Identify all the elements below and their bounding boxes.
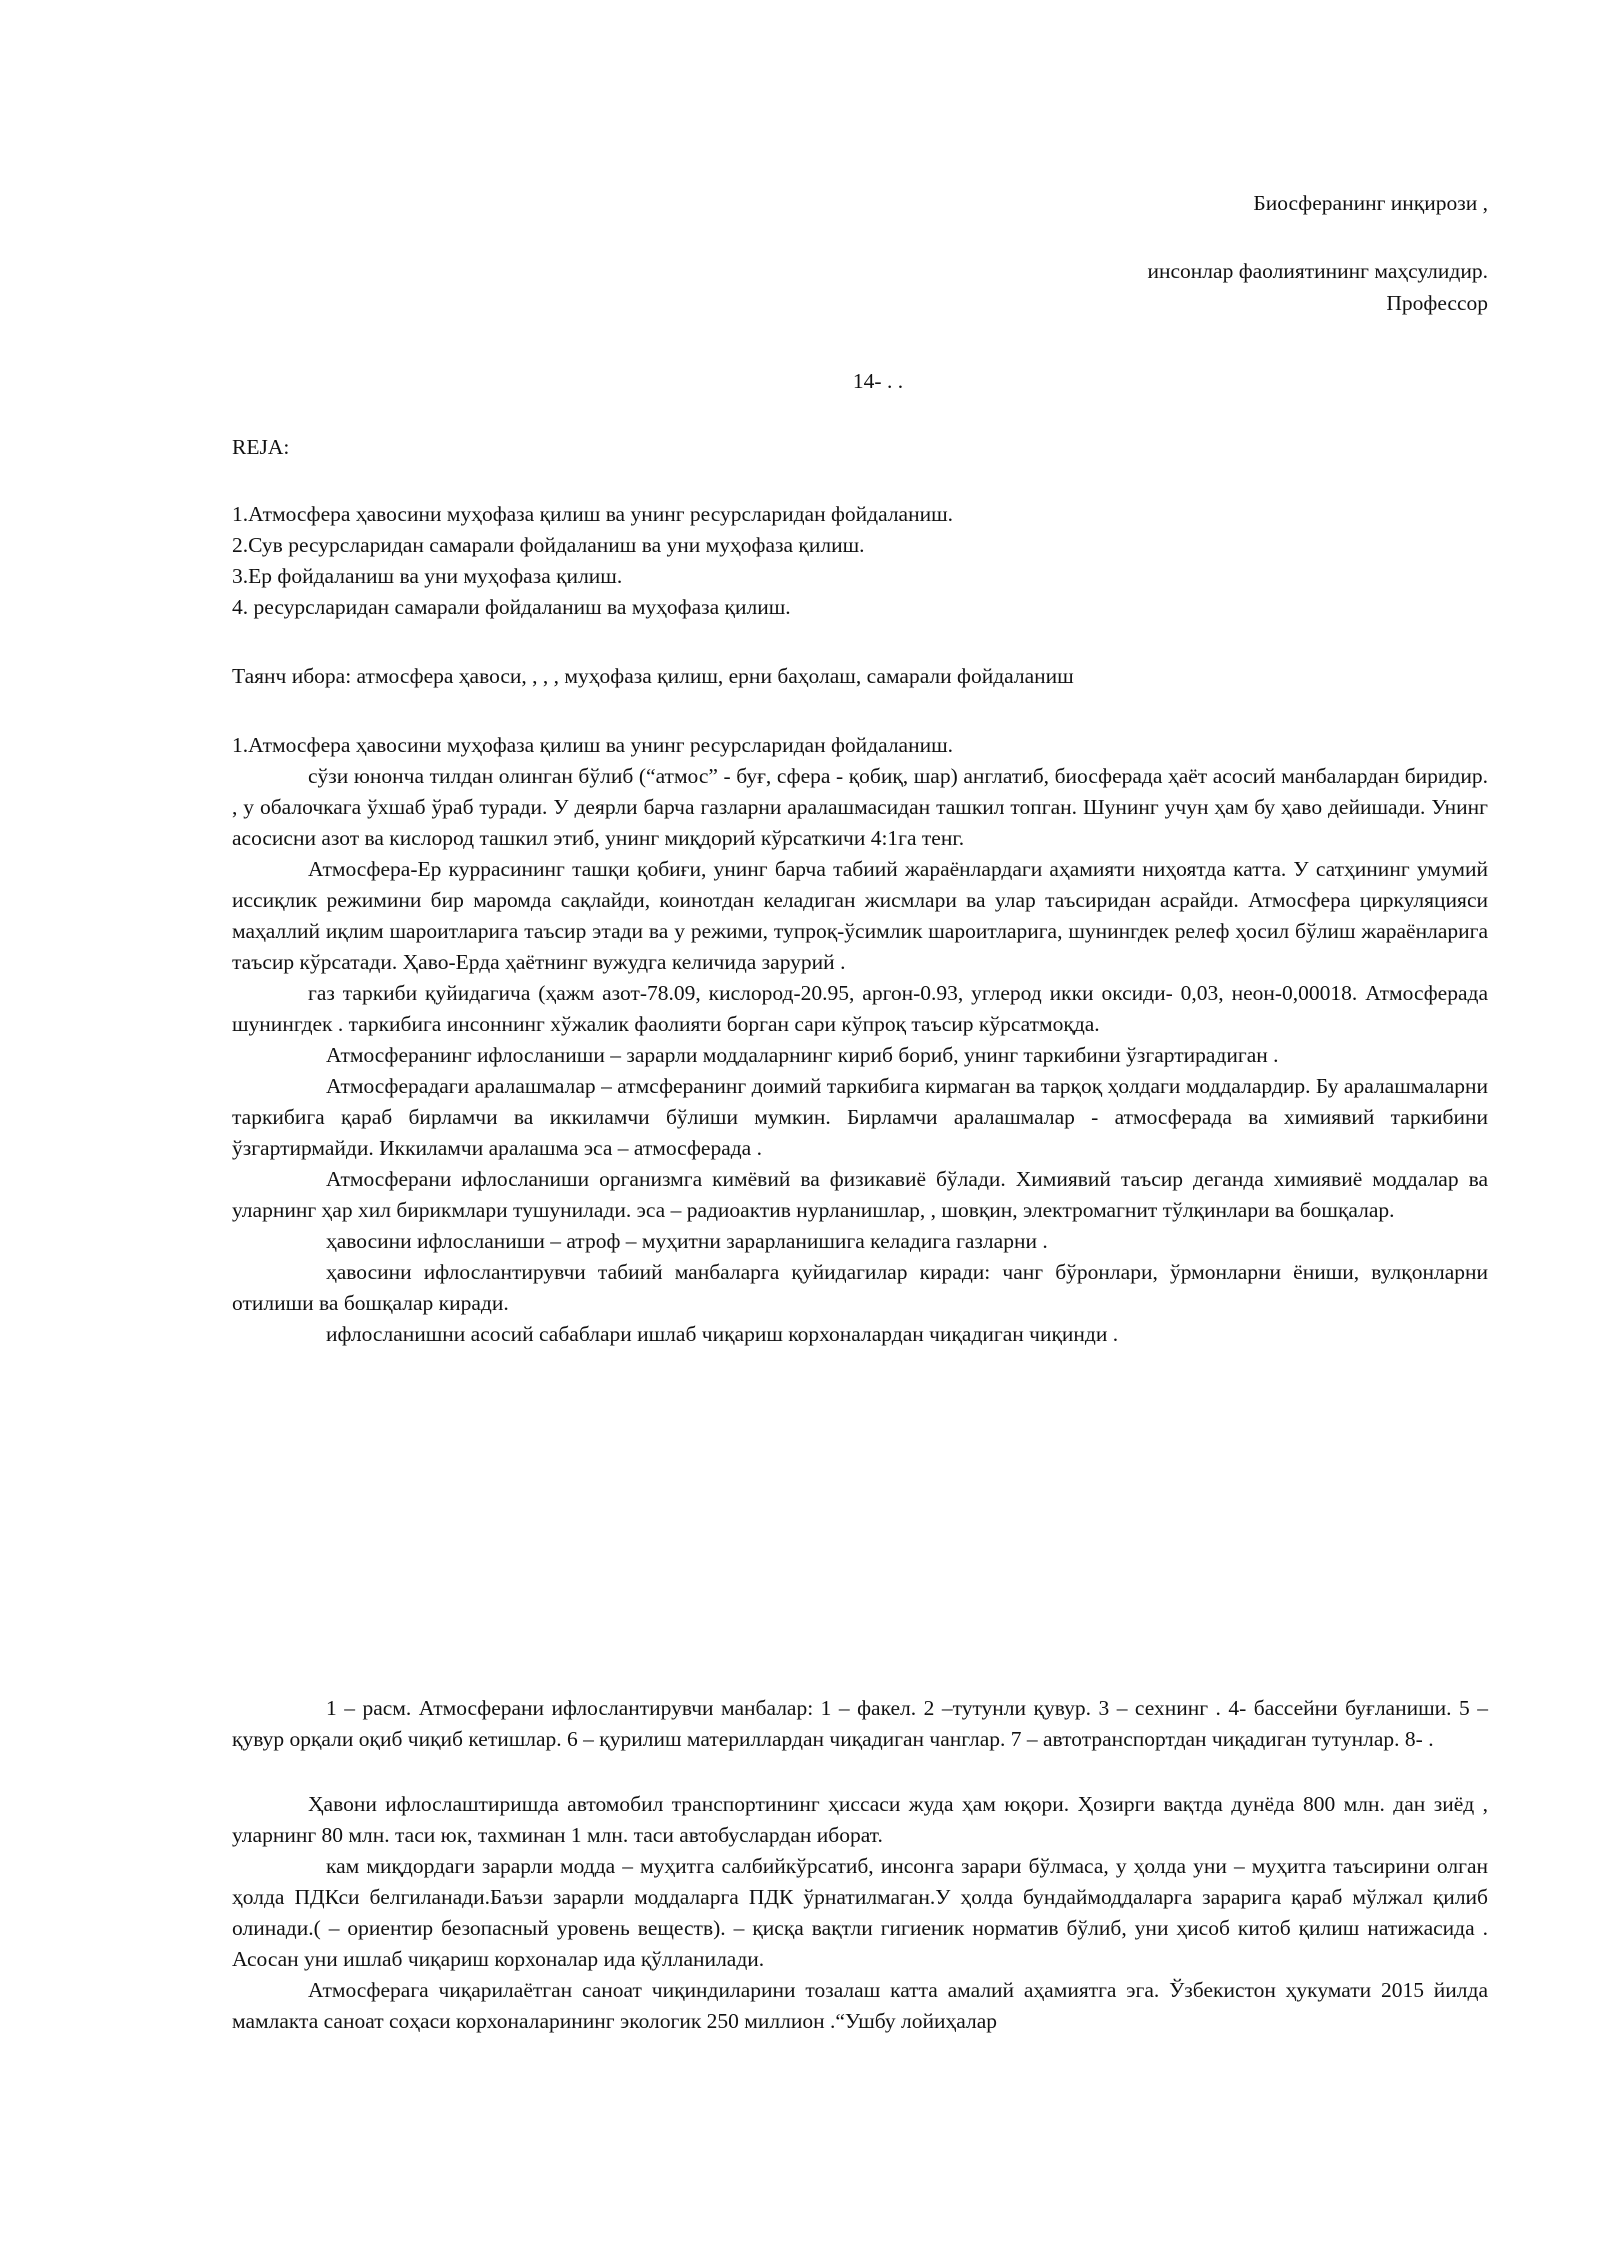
plan-list — [232, 499, 1488, 623]
paragraph: ҳавосини ифлослантирувчи табиий манбаларга қуйидагилар киради: чанг бўронлари, ўрмонларни ёниши, вулқонларни отилиши ва бошқалар киради. — [232, 1260, 1488, 1315]
paragraph: Атмосферадаги аралашмалар – атмсферанинг доимий таркибига кирмаган ва тарқоқ ҳолдаги моддалардир. Бу аралашмаларни таркибига қараб бирламчи ва иккиламчи бўлиши мумкин. Бирламчи аралашмалар - атмосферада ва химиявий таркибини ўзгартирмайди. Иккиламчи аралашма эса – атмосферада . — [232, 1074, 1488, 1160]
paragraph: Атмосфера-Ер куррасининг ташқи қобиғи, унинг барча табиий жараёнлардаги аҳамияти ниҳоятда катта. У сатҳининг умумий иссиқлик режимини бир маромда сақлайди, коинотдан келадиган жисмлари ва улар таъсиридан асрайди. Атмосфера циркуляцияси маҳаллий иқлим шароитларига таъсир этади ва у режими, тупроқ-ўсимлик шароитларига, шунингдек релеф ҳосил бўлиш жараёнларига таъсир кўрсатади. Ҳаво-Ерда ҳаётнинг вужудга келичида зарурий . — [232, 857, 1488, 974]
epigraph-line-2: инсонлар фаолиятининг маҳсулидир. — [1147, 259, 1488, 283]
plan-item: 3.Ер фойдаланиш ва уни муҳофаза қилиш. — [232, 564, 623, 588]
section-1 — [232, 730, 1488, 1350]
paragraph: Ҳавони ифлослаштиришда автомобил транспортининг ҳиссаси жуда ҳам юқори. Ҳозирги вақтда дунёда 800 млн. дан зиёд , уларнинг 80 млн. таси юк, тахминан 1 млн. таси автобуслардан иборат. — [232, 1792, 1488, 1847]
epigraph-line-1: Биосферанинг инқирози , — [1253, 191, 1488, 215]
paragraph: сўзи юнонча тилдан олинган бўлиб (“атмос” - буғ, сфера - қобиқ, шар) англатиб, биосферада ҳаёт асосий манбалардан биридир. , у обалочкага ўхшаб ўраб туради. У деярли барча газларни аралашмасидан ташкил топган. Шунинг учун ҳам бу ҳаво дейишади. Унинг асосисни азот ва кислород ташкил этиб, унинг миқдорий кўрсаткичи 4:1га тенг. — [232, 764, 1488, 850]
section-1-continued — [232, 1789, 1488, 2037]
paragraph: кам миқдордаги зарарли модда – муҳитга салбийкўрсатиб, инсонга зарари бўлмаса, у ҳолда уни – муҳитга таъсирини олган ҳолда ПДКси белгиланади.Баъзи зарарли моддаларга ПДК ўрнатилмаган.У ҳолда бундаймоддаларга зарарига қараб мўлжал қилиб олинади.( – ориентир безопасный уровень веществ). – қисқа вақтли гигиеник норматив бўлиб, уни ҳисоб китоб қилиш натижасида . Асосан уни ишлаб чиқариш корхоналар ида қўлланилади. — [232, 1854, 1488, 1971]
epigraph-author: Профессор — [1386, 291, 1488, 315]
paragraph: газ таркиби қуйидагича (ҳажм азот-78.09, кислород-20.95, аргон-0.93, углерод икки оксиди- 0,03, неон-0,00018. Атмосферада шунингдек . таркибига инсоннинг хўжалик фаолияти борган сари кўпроқ таъсир кўрсатмоқда. — [232, 981, 1488, 1036]
plan-heading: REJA: — [232, 435, 290, 459]
caption-text: 1 – расм. Атмосферани ифлослантирувчи манбалар: 1 – факел. 2 –тутунли қувур. 3 – сехнинг . 4- бассейни буғланиши. 5 – қувур орқали оқиб чиқиб кетишлар. 6 – қурилиш материллардан чиқадиган чанглар. 7 – автотранспортдан чиқадиган тутунлар. 8- . — [232, 1696, 1488, 1751]
keywords: Таянч ибора: атмосфера ҳавоси, , , , муҳофаза қилиш, ерни баҳолаш, самарали фойдаланиш — [232, 664, 1074, 688]
paragraph: Атмосферанинг ифлосланиши – зарарли моддаларнинг кириб бориб, унинг таркибини ўзгартирадиган . — [326, 1043, 1279, 1067]
paragraph: Атмосферага чиқарилаётган саноат чиқиндиларини тозалаш катта амалий аҳамиятга эга. Ўзбекистон ҳукумати 2015 йилда мамлакта саноат соҳаси корхоналарининг экологик 250 миллион .“Ушбу лойиҳалар — [232, 1978, 1488, 2033]
section-heading: 1.Атмосфера ҳавосини муҳофаза қилиш ва унинг ресурсларидан фойдаланиш. — [232, 733, 954, 757]
lecture-number: 14- . . — [852, 369, 904, 393]
plan-item: 1.Атмосфера ҳавосини муҳофаза қилиш ва унинг ресурсларидан фойдаланиш. — [232, 502, 954, 526]
paragraph: ифлосланишни асосий сабаблари ишлаб чиқариш корхоналардан чиқадиган чиқинди . — [326, 1322, 1119, 1346]
plan-item: 4. ресурсларидан самарали фойдаланиш ва муҳофаза қилиш. — [232, 595, 791, 619]
figure-caption — [232, 1693, 1488, 1755]
paragraph: ҳавосини ифлосланиши – атроф – муҳитни зарарланишига келадига газларни . — [326, 1229, 1048, 1253]
plan-item: 2.Сув ресурсларидан самарали фойдаланиш ва уни муҳофаза қилиш. — [232, 533, 865, 557]
paragraph: Атмосферани ифлосланиши организмга кимёвий ва физикавиё бўлади. Химиявий таъсир деганда химиявиё моддалар ва уларнинг ҳар хил бирикмлари тушунилади. эса – радиоактив нурланишлар, , шовқин, электромагнит тўлқинлари ва бошқалар. — [232, 1167, 1488, 1222]
